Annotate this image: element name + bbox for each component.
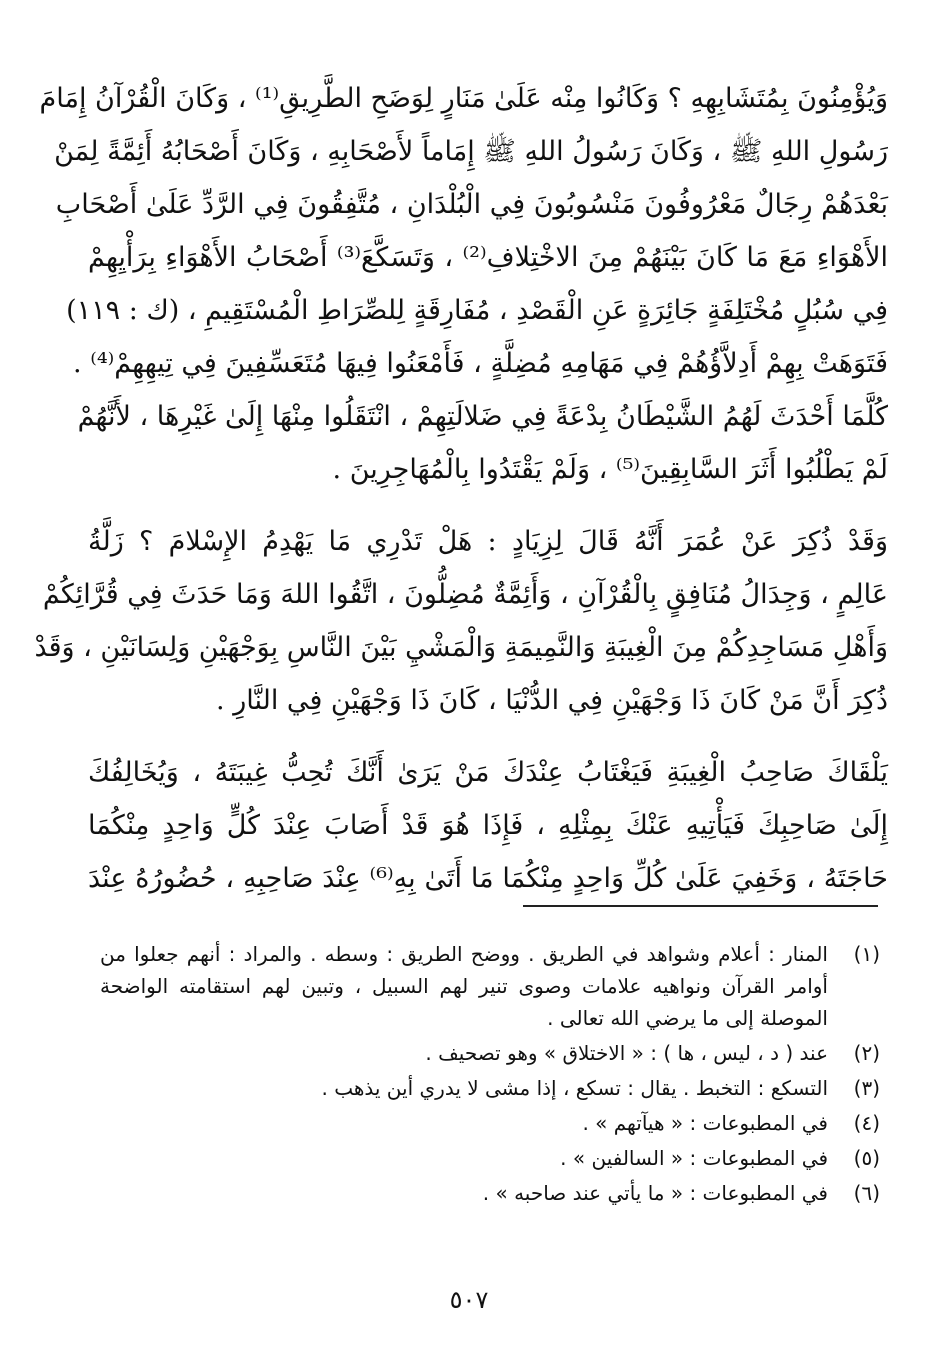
page-number: ٥٠٧ [449,1286,489,1314]
footnote-6 [100,1177,880,1209]
footnote-text: في المطبوعات : « هيآتهم » . [582,1111,828,1135]
paragraph-2 [34,515,888,727]
footnote-number: (٤) [853,1111,880,1135]
text-line: حَاجَتَهُ ، وَخَفِيَ عَلَىٰ كُلِّ وَاحِدٍ مِنْكُمَا مَا أَتَىٰ بِهِ⁽⁶⁾ عِنْدَ صَاحِبِهِ ، حُضُورُهُ عِنْدَ [88,863,888,894]
footnote-text: المنار : أعلام وشواهد في الطريق . ووضح الطريق : وسطه . والمراد : أنهم جعلوا من أوامر القرآن ونواهيه علامات وصوى تنير لهم السبيل ، وتبين لهم استقامته الواضحة الموصلة إلى ما يرضي الله تعالى . [100,942,828,1030]
text-line: كُلَّمَا أَحْدَثَ لَهُمُ الشَّيْطَانُ بِدْعَةً فِي ضَلالَتِهِمْ ، انْتَقَلُوا مِنْهَا إِلَىٰ غَيْرِهَا ، لأَنَّهُمْ [77,401,888,432]
text-line: إِلَىٰ صَاحِبِكَ فَيَأْتِيهِ عَنْكَ بِمِثْلِهِ ، فَإِذَا هُوَ قَدْ أَصَابَ عِنْدَ كُلٍّ وَاحِدٍ مِنْكُمَا [88,810,888,841]
footnote-number: (١) [853,942,880,966]
text-line: الأَهْوَاءِ مَعَ مَا كَانَ بَيْنَهُمْ مِنَ الاخْتِلافِ⁽²⁾ ، وَتَسَكَّعَ⁽³⁾ أَصْحَابُ الأَهْوَاءِ بِرَأْيِهِمْ [88,242,888,273]
text-line: يَلْقَاكَ صَاحِبُ الْغِيبَةِ فَيَغْتَابُ عِنْدَكَ مَنْ يَرَىٰ أَنَّكَ تُحِبُّ غِيبَتَهُ ، وَيُخَالِفُكَ [88,757,888,788]
text-line: وَأَهْلِ مَسَاجِدِكُمْ مِنَ الْغِيبَةِ وَالنَّمِيمَةِ وَالْمَشْيِ بَيْنَ النَّاسِ بِوَجْهَيْنِ وَلِسَانَيْنِ ، وَقَدْ [34,632,888,663]
footnote-number: (٣) [853,1076,880,1100]
paragraph-1 [39,72,888,496]
text-line: بَعْدَهُمْ رِجَالٌ مَعْرُوفُونَ مَنْسُوبُونَ فِي الْبُلْدَانِ ، مُتَّفِقُونَ فِي الرَّدِّ عَلَىٰ أَصْحَابِ [55,189,888,220]
footnote-text: التسكع : التخبط . يقال : تسكع ، إذا مشى لا يدري أين يذهب . [321,1076,828,1100]
footnote-number: (٦) [853,1181,880,1205]
text-line: فِي سُبُلٍ مُخْتَلِفَةٍ جَائِرَةٍ عَنِ الْقَصْدِ ، مُفَارِقَةٍ لِلصِّرَاطِ الْمُسْتَقِيمِ ، (ك : ١١٩) [66,295,888,326]
text-line: وَقَدْ ذُكِرَ عَنْ عُمَرَ أَنَّهُ قَالَ لِزِيَادٍ : هَلْ تَدْرِي مَا يَهْدِمُ الإِسْلامَ ؟ زَلَّةُ [88,526,888,557]
footnote-2 [100,1037,880,1069]
text-line: ذُكِرَ أَنَّ مَنْ كَانَ ذَا وَجْهَيْنِ فِي الدُّنْيَا ، كَانَ ذَا وَجْهَيْنِ فِي النَّارِ . [216,685,888,716]
text-line: فَتَوَهَتْ بِهِمْ أَدِلاَّؤُهُمْ فِي مَهَامِهِ مُضِلَّةٍ ، فَأَمْعَنُوا فِيهَا مُتَعَسِّفِينَ فِي تِيهِهِمْ⁽⁴⁾ . [73,348,888,379]
footnote-text: في المطبوعات : « ما يأتي عند صاحبه » . [482,1181,828,1205]
footnote-number: (٥) [853,1146,880,1170]
footnote-separator [523,905,878,907]
text-line: لَمْ يَطْلُبُوا أَثَرَ السَّابِقِينَ⁽⁵⁾ ، وَلَمْ يَقْتَدُوا بِالْمُهَاجِرِينَ . [332,454,888,485]
footnote-5 [100,1142,880,1174]
main-text [34,72,888,905]
text-line: وَيُؤْمِنُونَ بِمُتَشَابِهِهِ ؟ وَكَانُوا مِنْه عَلَىٰ مَنَارٍ لِوَضَحِ الطَّرِيقِ⁽¹⁾ ، وَكَانَ الْقُرْآنُ إِمَامَ [39,83,888,114]
footnote-number: (٢) [853,1041,880,1065]
footnotes [100,938,880,1212]
footnote-text: عند ( د ، ليس ، ها ) : « الاختلاق » وهو تصحيف . [425,1041,828,1065]
paragraph-3 [88,746,888,905]
footnote-4 [100,1107,880,1139]
footnote-3 [100,1072,880,1104]
text-line: عَالِمٍ ، وَجِدَالُ مُنَافِقٍ بِالْقُرْآنِ ، وَأَئِمَّةٌ مُضِلُّونَ ، اتَّقُوا اللهَ وَمَا حَدَثَ فِي قُرَّائِكُمْ [42,579,888,610]
text-line: رَسُولِ اللهِ ﷺ ، وَكَانَ رَسُولُ اللهِ ﷺ إِمَاماً لأَصْحَابِهِ ، وَكَانَ أَصْحَابُهُ أَئِمَّةً لِمَنْ [54,136,888,167]
footnote-text: في المطبوعات : « السالفين » . [560,1146,828,1170]
footnote-1 [100,938,880,1034]
